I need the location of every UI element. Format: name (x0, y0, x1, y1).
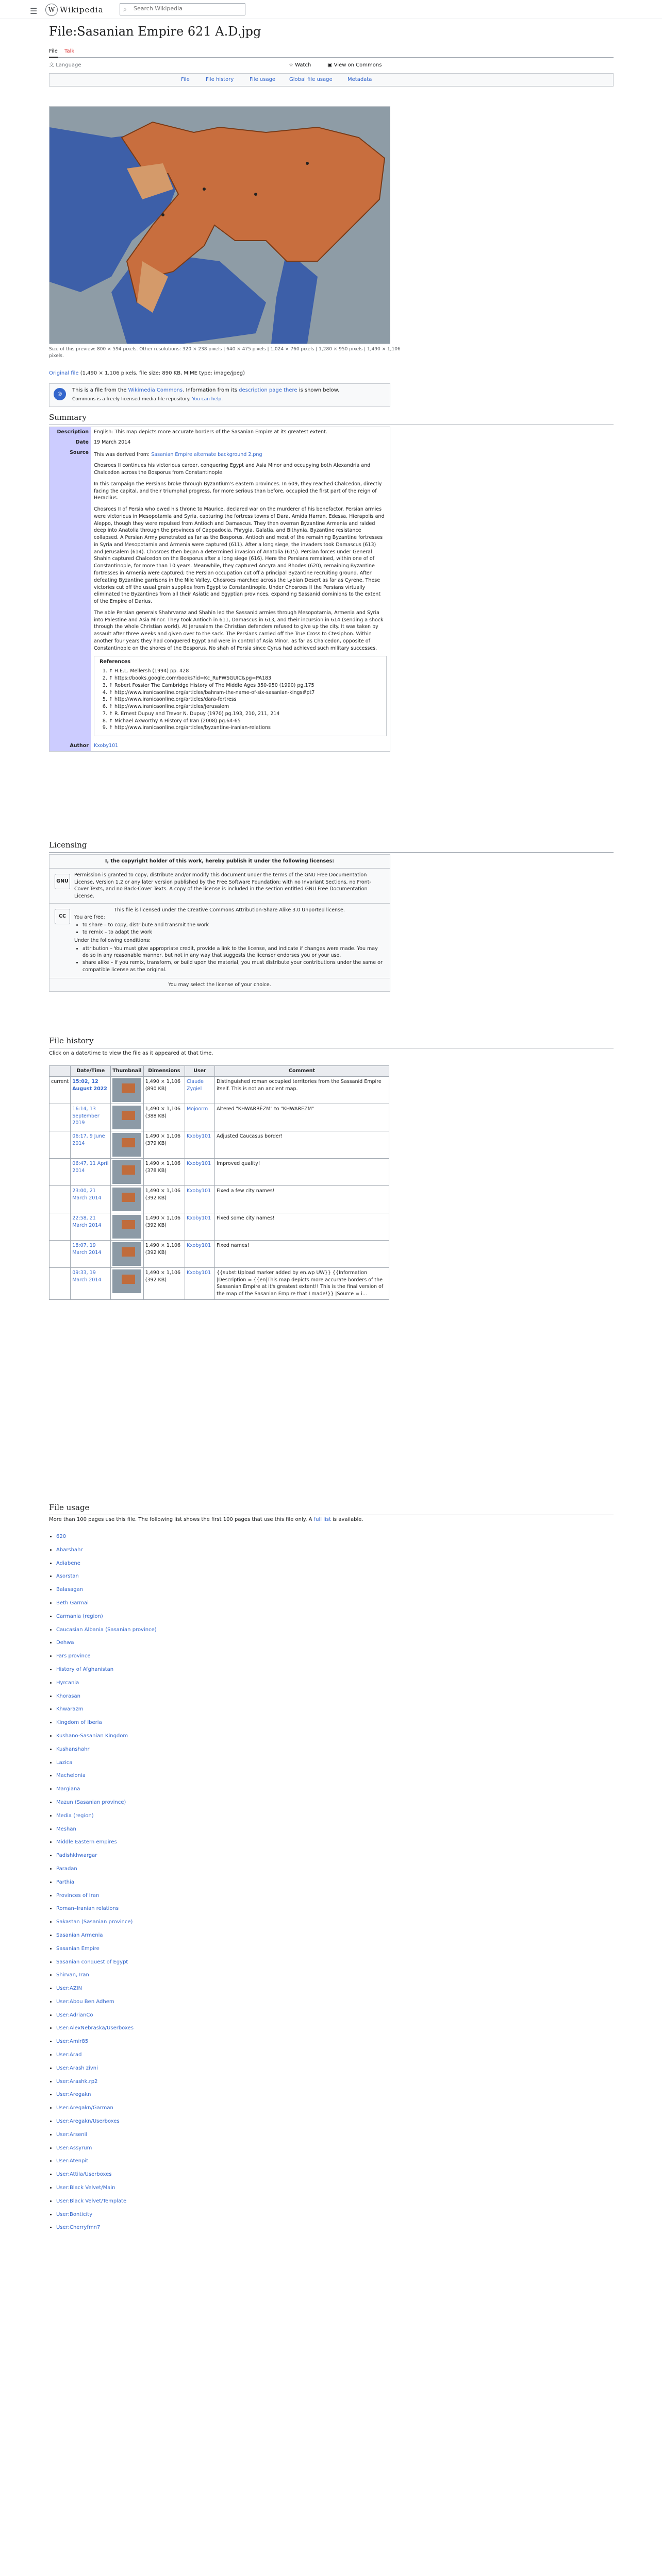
row-current (49, 1158, 71, 1185)
row-dimensions: 1,490 × 1,106 (392 KB) (143, 1240, 185, 1267)
gnu-logo-icon: GNU (55, 874, 70, 889)
author-link[interactable]: Kxoby101 (94, 743, 119, 749)
row-comment: Fixed a few city names! (215, 1185, 389, 1213)
usage-page-link[interactable]: Hyrcania (56, 1680, 79, 1686)
row-dimensions: 1,490 × 1,106 (392 KB) (143, 1267, 185, 1299)
row-date-link[interactable]: 23:00, 21 March 2014 (72, 1188, 102, 1201)
row-current (49, 1240, 71, 1267)
list-item (56, 2221, 157, 2234)
table-row (49, 1240, 389, 1267)
usage-page-link[interactable]: Shirvan, Iran (56, 1972, 89, 1978)
list-item (56, 1823, 157, 1836)
tab-file[interactable]: File (49, 48, 58, 58)
license-header: I, the copyright holder of this work, hereby publish it under the following licenses: (105, 858, 335, 864)
usage-page-link[interactable]: Sasanian conquest of Egypt (56, 1959, 128, 1965)
list-item (56, 2115, 157, 2128)
reference-item[interactable]: 9. ↑ http://www.iranicaonline.org/articles/byzantine-iranian-relations (109, 724, 381, 732)
list-item (56, 2048, 157, 2062)
usage-page-link[interactable]: Carmania (region) (56, 1613, 103, 1619)
list-item (56, 1956, 157, 1969)
row-user-link[interactable]: Claude Zygiel (186, 1078, 204, 1092)
page-toolbar (49, 58, 614, 73)
row-user-link[interactable]: Kxoby101 (186, 1133, 211, 1139)
usage-page-link[interactable]: Sasanian Empire (56, 1945, 100, 1952)
list-item (56, 1636, 157, 1650)
usage-page-link[interactable]: Kingdom of Iberia (56, 1720, 102, 1726)
column-header: Dimensions (143, 1066, 185, 1077)
row-user-link[interactable]: Kxoby101 (186, 1215, 211, 1221)
cc-text: This file is licensed under the Creative Commons Attribution-Share Alike 3.0 Unported license. (114, 907, 345, 913)
row-current (49, 1131, 71, 1158)
list-item (56, 1676, 157, 1690)
row-dimensions: 1,490 × 1,106 (392 KB) (143, 1213, 185, 1240)
row-current (49, 1104, 71, 1131)
header-bar (0, 0, 662, 19)
reference-item[interactable]: 4. ↑ http://www.iranicaonline.org/articles/bahram-the-name-of-six-sasanian-kings#pt7 (109, 689, 381, 697)
list-item (56, 2009, 157, 2022)
list-item (56, 2155, 157, 2168)
list-item (56, 1663, 157, 1676)
source-para-1: Chosroes II continues his victorious career, conquering Egypt and Asia Minor and occupying both Alexandria and Chalcedon across the Bosporus from Constantinople. (94, 463, 371, 476)
list-item (56, 1889, 157, 1903)
row-current (49, 1185, 71, 1213)
usage-page-link[interactable]: Margiana (56, 1786, 80, 1792)
commons-line1: This is a file from the Wikimedia Commons. Information from its description page there is shown below. (72, 387, 340, 393)
list-item (56, 1995, 157, 2009)
usage-page-link[interactable]: User:Arashk.rp2 (56, 2078, 98, 2084)
license-box (49, 854, 390, 992)
wordmark[interactable]: Wikipedia (60, 5, 104, 14)
list-item (56, 1557, 157, 1570)
list-item (56, 2142, 157, 2155)
commons-notice (49, 383, 390, 407)
gfdl-text: Permission is granted to copy, distribute and/or modify this document under the terms of the GNU Free Documentation License, Version 1.2 or any later version published by the Free Software Foundation; with no Invariant Sections, no Front-Cover Texts, and no Back-Cover Texts. A copy of the license is included in the section entitled GNU Free Documentation License. (74, 872, 371, 900)
list-item (56, 1902, 157, 1916)
list-item (56, 1730, 157, 1743)
usage-page-link[interactable]: User:Arsenil (56, 2131, 88, 2138)
original-file-line: Original file (1,490 × 1,106 pixels, file size: 890 KB, MIME type: image/jpeg) (49, 370, 245, 376)
row-thumbnail[interactable] (112, 1215, 141, 1239)
table-row (49, 1267, 389, 1299)
reference-item[interactable]: 6. ↑ http://www.iranicaonline.org/articles/jerusalem (109, 703, 381, 710)
usage-page-link[interactable]: Khorasan (56, 1693, 80, 1699)
usage-page-link[interactable]: User:Attila/Userboxes (56, 2172, 112, 2178)
map-graphic (49, 107, 390, 344)
usage-page-link[interactable]: User:Black Velvet/Main (56, 2185, 115, 2191)
reference-item[interactable]: 8. ↑ Michael Axworthy A History of Iran (2008) pg.64-65 (109, 718, 381, 725)
row-user-link[interactable]: Kxoby101 (186, 1242, 211, 1248)
file-toc (49, 73, 614, 87)
gfdl-box (49, 868, 390, 903)
row-date-link[interactable]: 22:58, 21 March 2014 (72, 1215, 102, 1228)
list-item (56, 2062, 157, 2075)
usage-page-link[interactable]: Mazun (Sasanian province) (56, 1799, 126, 1805)
row-dimensions: 1,490 × 1,106 (388 KB) (143, 1104, 185, 1131)
row-thumbnail[interactable] (112, 1160, 141, 1184)
namespace-tabs (49, 45, 614, 58)
list-item (56, 2181, 157, 2195)
source-value: This was derived from: Sasanian Empire alternate background 2.png Chosroes II continues his victorious career, conquering Egypt and Asia Minor and occupying both Alexandria and Chalcedon across the Bosporus from Constantinople. In this campaign the Persians broke through Byzantium's eastern provinces. In 609, they reached Chalcedon, directly facing the capital, and their triumphal progress, for more serious than before, occupied the first part of the reign of Heraclius. Chosroes II of Persia who owed his throne to Maurice, declared war on the murderer of his benefactor. Persian armies were victorious in Mesopotamia and Syria, capturing the fortress towns of Dara, Amida Harran, Edessa, Hierapolis and Aleppo, though they were repulsed from Antioch and Damascus. They then overran Byzantine Armenia and raided deep into Anatolia through the provinces of Cappadocia, Phrygia, Galatia, and Bithynia. Byzantine resistance collapsed. A Persian Army penetrated as far as the Bosporus. Antioch and most of the remaining Byzantine fortresses in Syria and Mesopotamia and Armenia were captured (611). After a long siege, the invaders took Damascus (613) and Jerusalem (614). Chosroes then began a determined invasion of Anatolia (615). Persian forces under General Shahin captured Chalcedon on the Bosporus after a long siege (616). Here the Persians remained, within one of of Constantinople, for more than 10 years. Meanwhile, they captured Ancyra and Rhodes (620), remaining Byzantine fortresses in Armenia were captured; the Persian occupation cut off a principal Byzantine recruiting ground. After defeating Byzantine garrisons in the Nile Valley, Chosroes marched across the Lybian Desert as far as Cyrene. These victories cut off the usual grain supplies from Egypt to Constantinople. Under Chosroes II the Persians virtually eliminated the Byzantines from all their Asiatic and Egyptian provinces, expanding Sassanid dominions to the extent of the Empire of Darius. The able Persian generals Shahrvaraz and Shahin led the Sassanid armies through Mesopotamia, Armenia and Syria into Palestine and Asia Minor. They took Antioch in 611, Damascus in 613, and their incursion in 614 (sending a shock through the whole Christian world). At Jerusalem the Christian defenders refused to give up the city. It was taken by assault after three weeks and given over to the sack. The Persians carried off the True Cross to Ctesiphon. Within another four years they had conquered Egypt and were in control of Asia Minor; as far as Chalcedon, opposite of Constantinople on the shores of the Bosporus. No shah of Persia since Cyrus had achieved such military successes. References 1. ↑ H.E.L. Mellersh (1994) pp. 428 2. ↑ https://books.google.com/books?id=Kc_RuPWSGUIC&pg=PA183 3. ↑ Robert Fossier The Cambridge History of The Middle Ages 350-950 (1990) pg.175 4. ↑ http://www.iranicaonline.org/articles/bahram-the-name-of-six-sasanian-kings#pt7 5. ↑ http://www.iranicaonline.org/articles/dara-fortress 6. ↑ http://www.iranicaonline.org/articles/jerusalem 7. ↑ R. Ernest Dupuy and Trevor N. Dupuy (1970) pg.193, 210, 211, 214 8. ↑ Michael Axworthy A History of Iran (2008) pg.64-65 9. ↑ http://www.iranicaonline.org/articles/byzantine-iranian-relations (91, 448, 390, 741)
row-dimensions: 1,490 × 1,106 (890 KB) (143, 1076, 185, 1104)
row-date-link[interactable]: 18:07, 19 March 2014 (72, 1242, 102, 1256)
row-date-link[interactable]: 16:14, 13 September 2019 (72, 1106, 100, 1126)
usage-page-link[interactable]: User:Black Velvet/Template (56, 2198, 127, 2204)
usage-page-link[interactable]: Lazica (56, 1759, 73, 1766)
remix-item: • to remix – to adapt the work (82, 929, 385, 936)
row-thumbnail[interactable] (112, 1269, 141, 1293)
row-comment: {{subst:Upload marker added by en.wp UW}} {{Information |Description = {{en|This map depicts more accurate borders of the Sassanian Empire at it's greatest extent!! This is the final version of the map of the Sasanian Empire that I made!}} |Source = i... (215, 1267, 389, 1299)
list-item (56, 1876, 157, 1889)
list-item (56, 2022, 157, 2035)
list-item (56, 2195, 157, 2208)
list-item (56, 1969, 157, 1982)
list-item (56, 2102, 157, 2115)
file-usage-intro: More than 100 pages use this file. The following list shows the first 100 pages that use this file only. A full list is available. (49, 1517, 363, 1522)
toc-file-history[interactable]: File history (206, 76, 234, 82)
usage-page-link[interactable]: Media (region) (56, 1812, 94, 1819)
usage-page-link[interactable]: Kushanshahr (56, 1746, 90, 1752)
usage-page-link[interactable]: User:Aregakn (56, 2092, 91, 2098)
usage-page-link[interactable]: User:AlexNebraska/Userboxes (56, 2025, 134, 2031)
row-comment: Improved quality! (215, 1158, 389, 1185)
usage-page-link[interactable]: Provinces of Iran (56, 1892, 100, 1899)
usage-page-link[interactable]: Adiabene (56, 1560, 80, 1566)
list-item (56, 1623, 157, 1637)
list-item (56, 1703, 157, 1716)
table-row (49, 1185, 389, 1213)
original-file-link[interactable]: Original file (49, 370, 79, 376)
file-history-heading: File history (49, 1036, 614, 1048)
references-box (94, 656, 387, 736)
source-para-3: Chosroes II of Persia who owed his throne to Maurice, declared war on the murderer of his benefactor. Persian armies were victorious in Mesopotamia and Syria, capturing the fortress towns of Dara, Amida Harran, Edessa, Hierapolis and Aleppo, though they were repulsed from Antioch and Damascus. They then overran Byzantine Armenia and raided deep into Anatolia through the provinces of Cappadocia, Phrygia, Galatia, and Bithynia. Byzantine resistance collapsed. A Persian Army penetrated as far as the Bosporus. Antioch and most of the remaining Byzantine fortresses in Syria and Mesopotamia and Armenia were captured (611). After a long siege, the invaders took Damascus (613) and Jerusalem (614). Chosroes then began a determined invasion of Anatolia (615). Persian forces under General Shahin captured Chalcedon on the Bosporus after a long siege (616). Here the Persians remained, within one of of Constantinople, for more than 10 years. Meanwhile, they captured Ancyra and Rhodes (620), remaining Byzantine fortresses in Armenia were captured; the Persian occupation cut off a principal Byzantine recruiting ground. After defeating Byzantine garrisons in the Nile Valley, Chosroes marched across the Lybian Desert as far as Cyrene. These victories cut off the usual grain supplies from Egypt to Constantinople. Under Chosroes II the Persians virtually eliminated the Byzantines from all their Asiatic and Egyptian provinces, expanding Sassanid dominions to the extent of the Empire of Darius. (94, 506, 385, 605)
list-item (56, 2035, 157, 2048)
list-item (56, 1610, 157, 1623)
row-date-link[interactable]: 06:17, 9 June 2014 (72, 1133, 105, 1146)
list-item (56, 1583, 157, 1597)
usage-page-link[interactable]: History of Afghanistan (56, 1666, 114, 1672)
date-label: Date (49, 437, 91, 448)
row-current (49, 1213, 71, 1240)
usage-page-link[interactable]: User:AdrianCo (56, 2012, 93, 2018)
list-item (56, 1836, 157, 1849)
usage-page-link[interactable]: User:Assyrum (56, 2145, 92, 2151)
licensing-heading: Licensing (49, 840, 614, 853)
cc-box (49, 903, 390, 978)
table-row (49, 1213, 389, 1240)
column-header (49, 1066, 71, 1077)
preview-size: Size of this preview: 800 × 594 pixels. Other resolutions: 320 × 238 pixels | 640 × 475 pixels | 1,024 × 760 pixels | 1,280 × 950 pixels | 1,490 × 1,106 pixels. (49, 347, 401, 359)
commons-line2: Commons is a freely licensed media file repository. You can help. (72, 397, 223, 402)
description-value: English: This map depicts more accurate borders of the Sasanian Empire at its greatest extent. (91, 427, 390, 437)
main-content (49, 20, 614, 2231)
list-item (56, 1849, 157, 1862)
usage-page-link[interactable]: User:Aregakn/Garman (56, 2105, 113, 2111)
row-comment: Adjusted Caucasus border! (215, 1131, 389, 1158)
row-thumbnail[interactable] (112, 1106, 141, 1129)
row-dimensions: 1,490 × 1,106 (379 KB) (143, 1131, 185, 1158)
row-dimensions: 1,490 × 1,106 (378 KB) (143, 1158, 185, 1185)
column-header: Comment (215, 1066, 389, 1077)
usage-page-link[interactable]: 620 (56, 1534, 67, 1539)
usage-page-link[interactable]: User:Aregakn/Userboxes (56, 2119, 120, 2125)
author-label: Author (49, 741, 91, 751)
source-para-2: In this campaign the Persians broke through Byzantium's eastern provinces. In 609, they reached Chalcedon, directly facing the capital, and their triumphal progress, for more serious than before, occupied the first part of the reign of Heraclius. (94, 481, 382, 501)
list-item (56, 1916, 157, 1929)
map-image[interactable] (49, 106, 390, 344)
commons-logo-icon: ◎ (54, 388, 66, 400)
usage-page-link[interactable]: User:Atenpit (56, 2158, 89, 2164)
file-usage-heading: File usage (49, 1502, 614, 1515)
list-item (56, 2075, 157, 2089)
view-on-commons-button[interactable]: ▣ View on Commons (327, 62, 382, 68)
cc-logo-icon: CC (55, 909, 70, 924)
source-para-4: The able Persian generals Shahrvaraz and Shahin led the Sassanid armies through Mesopotamia, Armenia and Syria into Palestine and Asia Minor. They took Antioch in 611, Damascus in 613, and their incursion in 614 (sending a shock through the whole Christian world). At Jerusalem the Christian defenders refused to give up the city. It was taken by assault after three weeks and given over to the sack. The Persians carried off the True Cross to Ctesiphon. Within another four years they had conquered Egypt and were in control of Asia Minor; as far as Chalcedon, opposite of Constantinople on the shores of the Bosporus. No shah of Persia since Cyrus had achieved such military successes. (94, 609, 384, 651)
table-row (49, 1131, 389, 1158)
list-item (56, 1783, 157, 1796)
row-thumbnail[interactable] (112, 1188, 141, 1211)
usage-page-link[interactable]: Middle Eastern empires (56, 1839, 117, 1845)
summary-heading: Summary (49, 412, 614, 425)
date-value: 19 March 2014 (91, 437, 390, 448)
search-input[interactable] (133, 5, 243, 12)
share-item: • to share – to copy, distribute and transmit the work (82, 922, 385, 929)
usage-page-link[interactable]: Khwarazm (56, 1706, 84, 1713)
row-thumbnail[interactable] (112, 1133, 141, 1157)
row-user-link[interactable]: Kxoby101 (186, 1188, 211, 1194)
tab-talk[interactable]: Talk (64, 48, 75, 54)
summary-table (49, 427, 390, 752)
row-date-link[interactable]: 06:47, 11 April 2014 (72, 1160, 109, 1174)
search-box[interactable] (120, 3, 245, 15)
row-user-link[interactable]: Kxoby101 (186, 1269, 211, 1276)
table-row (49, 1076, 389, 1104)
usage-page-link[interactable]: Paradan (56, 1866, 77, 1872)
toc-metadata[interactable]: Metadata (347, 76, 372, 82)
list-item (56, 1809, 157, 1823)
column-header: Date/Time (71, 1066, 111, 1077)
page-title: File:Sasanian Empire 621 A.D.jpg (49, 24, 261, 39)
usage-page-link[interactable]: Dehwa (56, 1640, 74, 1646)
list-item (56, 1597, 157, 1610)
usage-page-link[interactable]: Balasagan (56, 1587, 84, 1593)
usage-page-link[interactable]: User:Cherryfmn7 (56, 2225, 101, 2231)
usage-page-link[interactable]: Roman–Iranian relations (56, 1906, 119, 1912)
list-item (56, 1796, 157, 1809)
row-comment: Fixed some city names! (215, 1213, 389, 1240)
reference-item[interactable]: 7. ↑ R. Ernest Dupuy and Trevor N. Dupuy (1970) pg.193, 210, 211, 214 (109, 710, 381, 718)
full-list-link[interactable]: full list (313, 1517, 331, 1522)
list-item (56, 1942, 157, 1956)
reference-item[interactable]: 1. ↑ H.E.L. Mellersh (1994) pp. 428 (109, 668, 381, 675)
toc-global-file-usage[interactable]: Global file usage (289, 76, 333, 82)
list-item (56, 2168, 157, 2181)
references-title: References (100, 659, 130, 665)
row-user-link[interactable]: Kxoby101 (186, 1160, 211, 1166)
row-comment: Fixed names! (215, 1240, 389, 1267)
usage-page-link[interactable]: Machelonia (56, 1773, 86, 1779)
list-item (56, 1743, 157, 1756)
list-item (56, 1530, 157, 1544)
usage-page-link[interactable]: Beth Garmai (56, 1600, 89, 1606)
usage-page-link[interactable]: User:Amir85 (56, 2039, 89, 2045)
help-link[interactable]: You can help. (192, 397, 223, 402)
row-thumbnail[interactable] (112, 1242, 141, 1266)
table-row (49, 1158, 389, 1185)
search-icon: ⌕ (123, 6, 127, 13)
list-item (56, 2128, 157, 2142)
row-current (49, 1267, 71, 1299)
wikipedia-logo-icon[interactable]: W (45, 4, 58, 16)
language-button[interactable]: 文 Language (49, 62, 81, 68)
column-header: Thumbnail (111, 1066, 143, 1077)
file-history-intro: Click on a date/time to view the file as it appeared at that time. (49, 1050, 213, 1056)
reference-item[interactable]: 2. ↑ https://books.google.com/books?id=Kc_RuPWSGUIC&pg=PA183 (109, 675, 381, 682)
toc-file-usage[interactable]: File usage (250, 76, 276, 82)
list-item (56, 1929, 157, 1942)
row-user-link[interactable]: Mojoorm (186, 1106, 208, 1112)
watch-button[interactable]: ☆ Watch (289, 62, 311, 68)
usage-page-link[interactable]: Parthia (56, 1879, 74, 1885)
list-item (56, 1650, 157, 1663)
usage-page-link[interactable]: User:Abou Ben Adhem (56, 1998, 114, 2005)
list-item (56, 1982, 157, 1995)
list-item (56, 2208, 157, 2222)
usage-page-link[interactable]: Abarshahr (56, 1547, 83, 1553)
usage-page-link[interactable]: Asorstan (56, 1573, 79, 1580)
usage-page-link[interactable]: Sakastan (Sasanian province) (56, 1919, 133, 1925)
usage-page-link[interactable]: Meshan (56, 1826, 76, 1832)
reference-item[interactable]: 5. ↑ http://www.iranicaonline.org/articles/dara-fortress (109, 696, 381, 703)
table-row (49, 1104, 389, 1131)
list-item (56, 1690, 157, 1703)
usage-page-link[interactable]: Padishkhwargar (56, 1853, 97, 1859)
usage-page-link[interactable]: User:Bonticity (56, 2211, 93, 2217)
list-item (56, 1544, 157, 1557)
list-item (56, 1756, 157, 1770)
source-label: Source (49, 448, 91, 741)
file-history-table (49, 1065, 389, 1300)
list-item (56, 1716, 157, 1730)
list-item (56, 1570, 157, 1583)
usage-page-link[interactable]: Sasanian Armenia (56, 1932, 103, 1938)
row-thumbnail[interactable] (112, 1078, 141, 1102)
column-header: User (185, 1066, 214, 1077)
usage-page-link[interactable]: Kushano-Sasanian Kingdom (56, 1733, 128, 1739)
row-date-link[interactable]: 15:02, 12 August 2022 (72, 1078, 107, 1092)
list-item (56, 1769, 157, 1783)
row-date-link[interactable]: 09:33, 19 March 2014 (72, 1269, 102, 1283)
commons-link[interactable]: Wikimedia Commons (128, 387, 183, 393)
attribution-item: • attribution – You must give appropriate credit, provide a link to the license, and indicate if changes were made. You may do so in any reasonable manner, but not in any way that suggests the licensor endorses you or your use. (82, 945, 385, 960)
row-dimensions: 1,490 × 1,106 (392 KB) (143, 1185, 185, 1213)
sharealike-item: • share alike – If you remix, transform, or build upon the material, you must distribute your contributions under the same or compatible license as the original. (82, 959, 385, 974)
file-usage-list (49, 1530, 157, 2234)
row-comment: Distinguished roman occupied territories from the Sassanid Empire itself. This is not an ancient map. (215, 1076, 389, 1104)
description-label: Description (49, 427, 91, 437)
main-menu-icon[interactable]: ☰ (30, 6, 38, 16)
row-current: current (49, 1076, 71, 1104)
usage-page-link[interactable]: Caucasian Albania (Sasanian province) (56, 1626, 157, 1633)
source-link[interactable]: Sasanian Empire alternate background 2.png (151, 451, 262, 457)
usage-page-link[interactable]: User:AZIN (56, 1986, 82, 1992)
conditions-label: Under the following conditions: (74, 937, 151, 943)
usage-page-link[interactable]: User:Arad (56, 2052, 82, 2058)
toc-file[interactable]: File (181, 76, 190, 82)
you-are-free: You are free: (74, 914, 105, 920)
usage-page-link[interactable]: Fars province (56, 1653, 91, 1659)
description-page-link[interactable]: description page there (239, 387, 297, 393)
license-choice: You may select the license of your choice. (49, 978, 390, 992)
usage-page-link[interactable]: User:Arash zivni (56, 2065, 98, 2071)
list-item (56, 2088, 157, 2102)
list-item (56, 1862, 157, 1876)
row-comment: Altered "KHWARRĒZM" to "KHWAREZM" (215, 1104, 389, 1131)
reference-item[interactable]: 3. ↑ Robert Fossier The Cambridge History of The Middle Ages 350-950 (1990) pg.175 (109, 682, 381, 689)
